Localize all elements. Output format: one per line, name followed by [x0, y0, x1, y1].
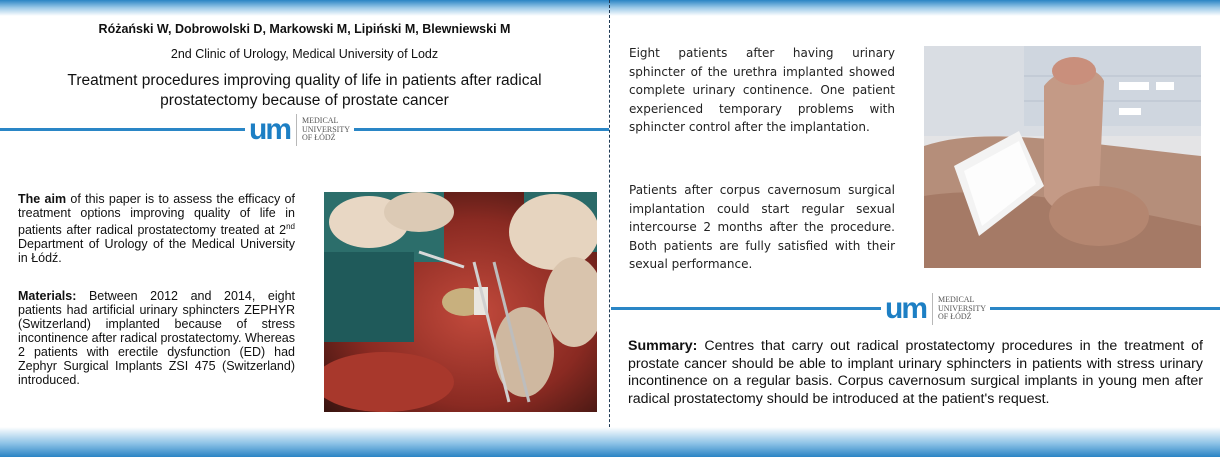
authors: Różański W, Dobrowolski D, Markowski M, Lipiński M, Blewniewski M	[98, 22, 511, 36]
summary-text: Centres that carry out radical prostatectomy procedures in the treatment of prostate cancer should be able to implant urinary sphincters in patients with stress urinary incontinence on a regular basis. Corpus cavernosum surgical implants in young men after radical prostatectomy should be introduced at the patient's request.	[628, 338, 1203, 407]
poster-title: Treatment procedures improving quality of life in patients after radical prostatectomy because of prostate cancer	[67, 72, 542, 109]
logo-text: MEDICAL UNIVERSITY OF ŁÓDŹ	[302, 116, 350, 143]
university-logo	[245, 114, 354, 146]
aim-text-a: of this paper is to assess the efficacy of treatment options improving quality of life in patients after radical prostatectomy treated at 2	[18, 192, 295, 238]
bottom-gradient-bar	[0, 427, 1220, 457]
materials-paragraph	[18, 289, 295, 387]
implant-photo	[924, 46, 1201, 268]
results-paragraph-1: Eight patients after having urinary sphincter of the urethra implanted showed complete urinary continence. One patient experienced temporary problems with sphincter control after the implantation.	[629, 46, 895, 134]
column-divider	[609, 0, 610, 457]
affiliation: 2nd Clinic of Urology, Medical University of Lodz	[170, 47, 439, 61]
summary-label: Summary:	[628, 338, 698, 354]
aim-paragraph	[18, 192, 295, 265]
aim-label: The aim	[18, 192, 67, 206]
results-paragraph-2: Patients after corpus cavernosum surgical implantation could start regular sexual intercourse 2 months after the procedure. Both patients are fully satisfied with their sexual performance.	[629, 183, 895, 271]
summary-paragraph	[628, 338, 1203, 408]
logo-mark-2: um	[885, 292, 926, 325]
university-logo-2	[881, 293, 990, 325]
aim-superscript: nd	[286, 222, 295, 231]
aim-text-b: Department of Urology of the Medical University in Łódź.	[18, 237, 295, 266]
materials-text: Between 2012 and 2014, eight patients had artificial urinary sphincters ZEPHYR (Switzerland) implanted because of stress incontinence after radical prostatectomy. Whereas 2 patients with erectile dysfunction (ED) had Zephyr Surgical Implants ZSI 475 (Switzerland) introduced.	[18, 289, 295, 387]
logo-text-2: MEDICAL UNIVERSITY OF ŁÓDŹ	[938, 295, 986, 322]
surgery-photo	[324, 192, 597, 412]
right-panel	[611, 0, 1220, 457]
left-panel	[0, 0, 609, 457]
materials-label: Materials:	[18, 289, 77, 303]
logo-mark: um	[249, 113, 290, 146]
